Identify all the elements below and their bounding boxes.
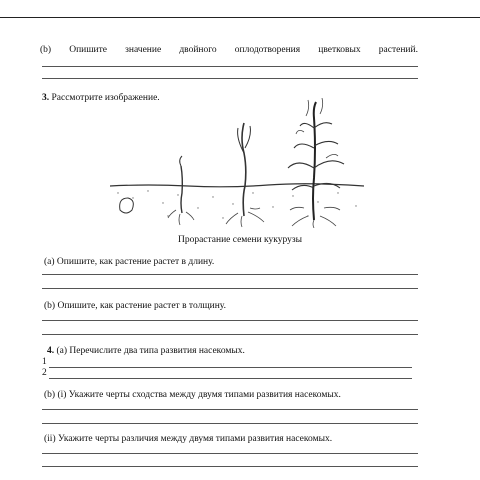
q2b-word: значение (125, 45, 162, 55)
answer-line[interactable] (42, 320, 418, 321)
answer-line[interactable] (49, 367, 412, 368)
answer-line[interactable] (49, 378, 412, 379)
top-border (0, 0, 480, 18)
question-4b-i: (b) (i) Укажите черты сходства между двумя типами развития насекомых. (44, 390, 341, 400)
question-number: 4. (47, 346, 55, 356)
question-2b (40, 45, 418, 55)
answer-line[interactable] (42, 274, 418, 275)
q2b-word: двойного (179, 45, 217, 55)
question-4a: (a) Перечислите два типа развития насекомых. (56, 346, 245, 356)
q2b-word: оплодотворения (234, 45, 301, 55)
answer-line[interactable] (42, 288, 418, 289)
answer-line[interactable] (42, 66, 418, 67)
corn-germination-figure (108, 98, 366, 228)
question-4b-ii: (ii) Укажите черты различия между двумя типами развития насекомых. (44, 434, 333, 444)
question-number: 3. (42, 93, 50, 103)
question-4-heading (47, 346, 245, 356)
answer-line[interactable] (42, 423, 418, 424)
answer-line[interactable] (42, 409, 418, 410)
answer-line[interactable] (42, 466, 418, 467)
question-3a: (a) Опишите, как растение растет в длину. (44, 257, 215, 267)
question-text: Рассмотрите изображение. (51, 93, 160, 103)
q2b-word: растений. (378, 45, 418, 55)
answer-line[interactable] (42, 78, 418, 79)
q2b-word: Опишите (69, 45, 107, 55)
q2b-word: цветковых (318, 45, 361, 55)
answer-number-1: 1 (42, 357, 47, 367)
q2b-label: (b) (40, 45, 52, 55)
question-3b: (b) Опишите, как растение растет в толщину. (44, 301, 226, 311)
answer-line[interactable] (42, 334, 418, 335)
answer-line[interactable] (42, 453, 418, 454)
figure-caption: Прорастание семени кукурузы (177, 235, 303, 245)
answer-number-2: 2 (42, 368, 47, 378)
